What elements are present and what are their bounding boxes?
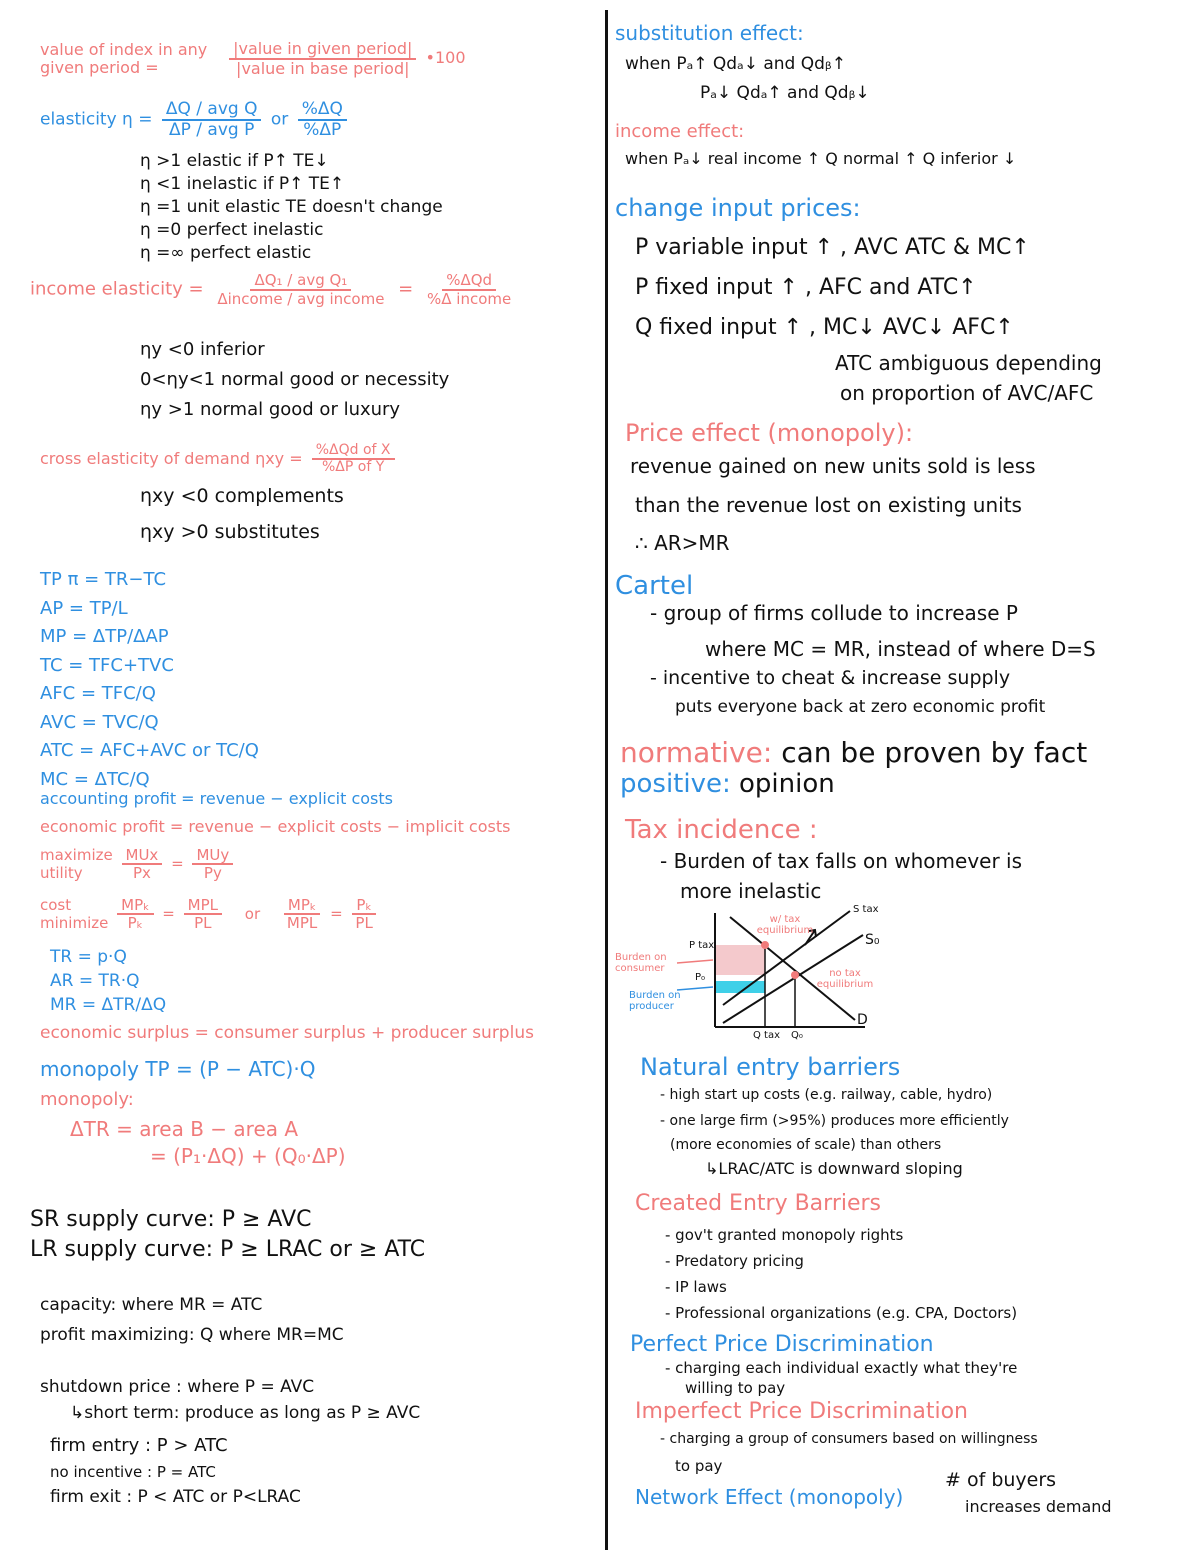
perfect-line-2: willing to pay <box>685 1379 786 1397</box>
imperfect-line-1: - charging a group of consumers based on willingness <box>660 1431 1038 1447</box>
cartel-line-3: - incentive to cheat & increase supply <box>650 667 1011 689</box>
economic-profit: economic profit = revenue − explicit costs − implicit costs <box>40 817 511 836</box>
input-line-4: ATC ambiguous depending <box>835 351 1102 375</box>
index-formula: value of index in any given period = $\frac{\text{|value in given period|}}{\text{|value in base period|}}$ •100 <box>40 39 466 78</box>
economic-surplus: economic surplus = consumer surplus + producer surplus <box>40 1023 534 1043</box>
created-barriers-title: Created Entry Barriers <box>635 1191 882 1216</box>
input-prices-title: change input prices: <box>615 194 861 222</box>
burden-producer-label: Burden on producer <box>629 990 681 1012</box>
input-line-5: on proportion of AVC/AFC <box>840 381 1094 405</box>
perfect-price-discrimination-title: Perfect Price Discrimination <box>630 1332 934 1357</box>
no-tax-equilibrium-point <box>791 971 799 979</box>
producer-burden-pointer <box>677 987 713 990</box>
tax-incidence-graph <box>615 905 895 1055</box>
delta-tr-expansion: = (P₁·ΔQ) + (Q₀·ΔP) <box>150 1144 346 1168</box>
lr-supply-curve: LR supply curve: P ≥ LRAC or ≥ ATC <box>30 1237 426 1262</box>
column-divider <box>605 10 608 1550</box>
price-effect-line-2: than the revenue lost on existing units <box>635 493 1022 517</box>
natural-line-2: - one large firm (>95%) produces more efficiently <box>660 1113 1009 1129</box>
firm-entry: firm entry : P > ATC <box>50 1435 228 1456</box>
substitution-line-2: Pₐ↓ Qdₐ↑ and Qdᵦ↓ <box>700 83 870 103</box>
delta-tr: ΔTR = area B − area A <box>70 1117 299 1141</box>
with-tax-equilibrium-label: w/ tax equilibrium <box>756 914 814 936</box>
created-barriers-list: - gov't granted monopoly rights - Predatory pricing - IP laws - Professional organizations (e.g. CPA, Doctors) <box>665 1226 1018 1322</box>
cartel-line-2: where MC = MR, instead of where D=S <box>705 637 1096 661</box>
tax-equilibrium-point <box>761 941 769 949</box>
cross-elasticity-rules: ηxy <0 complements ηxy >0 substitutes <box>140 485 344 543</box>
consumer-burden-area <box>715 945 765 975</box>
income-effect-title: income effect: <box>615 121 745 142</box>
natural-line-4: ↳LRAC/ATC is downward sloping <box>705 1159 963 1178</box>
cartel-line-4: puts everyone back at zero economic profit <box>675 697 1046 717</box>
firm-exit: firm exit : P < ATC or P<LRAC <box>50 1487 301 1507</box>
cost-formulas: TP π = TR−TC AP = TP/L MP = ΔTP/ΔAP TC = TFC+TVC AFC = TFC/Q AVC = TVC/Q ATC = AFC+AVC or TC/Q MC = ΔTC/Q <box>40 569 259 790</box>
tax-incidence-title: Tax incidence : <box>625 815 818 845</box>
natural-line-3: (more economies of scale) than others <box>670 1137 942 1153</box>
input-line-1: P variable input ↑ , AVC ATC & MC↑ <box>635 235 1030 260</box>
revenue-formulas: TR = p·Q AR = TR·Q MR = ΔTR/ΔQ <box>50 947 167 1015</box>
utility-maximization: maximize utility $\frac{\text{MUx}}{Px}$ = $\frac{\text{MUy}}{Py}$ <box>40 846 237 882</box>
tax-line-1: - Burden of tax falls on whomever is <box>660 849 1023 873</box>
p0-label: P₀ <box>695 972 706 983</box>
cross-elasticity-formula: cross elasticity of demand ηxy = $\frac{\text{\%ΔQd of X}}{\text{\%ΔP of Y}}$ <box>40 443 399 476</box>
monopoly-label: monopoly: <box>40 1089 134 1110</box>
price-effect-line-1: revenue gained on new units sold is less <box>630 454 1036 478</box>
elasticity-formula: elasticity η = $\frac{\text{ΔQ / avg Q}}{\text{ΔP / avg P}}$ or $\frac{\%\Delta Q}{\%\Delta P}$ <box>40 100 351 139</box>
sr-supply-curve: SR supply curve: P ≥ AVC <box>30 1207 312 1232</box>
price-effect-line-3: ∴ AR>MR <box>635 531 730 555</box>
demand-label: D <box>857 1012 868 1028</box>
input-line-3: Q fixed input ↑ , MC↓ AVC↓ AFC↑ <box>635 315 1014 340</box>
q-tax-label: Q tax <box>753 1030 781 1041</box>
tax-line-2: more inelastic <box>680 879 822 903</box>
imperfect-line-2: to pay <box>675 1457 723 1475</box>
shutdown-price: shutdown price : where P = AVC <box>40 1377 315 1397</box>
network-effect-title: Network Effect (monopoly) <box>635 1485 904 1509</box>
no-tax-equilibrium-label: no tax equilibrium <box>816 968 874 990</box>
accounting-profit: accounting profit = revenue − explicit costs <box>40 789 393 808</box>
positive-line: positive: opinion <box>620 769 835 799</box>
cartel-title: Cartel <box>615 571 694 601</box>
consumer-burden-pointer <box>677 960 713 963</box>
income-effect-line: when Pₐ↓ real income ↑ Q normal ↑ Q inferior ↓ <box>625 149 1017 168</box>
network-effect-text-1: # of buyers <box>945 1469 1057 1491</box>
profit-maximizing: profit maximizing: Q where MR=MC <box>40 1325 344 1345</box>
capacity: capacity: where MR = ATC <box>40 1295 263 1315</box>
no-incentive: no incentive : P = ATC <box>50 1463 216 1481</box>
substitution-line-1: when Pₐ↑ Qdₐ↓ and Qdᵦ↑ <box>625 54 846 74</box>
income-elasticity-formula: income elasticity = $\frac{\text{ΔQ₁ / avg Q₁}}{\text{Δincome / avg income}}$ = $\frac{\text{\%ΔQd}}{\text{\%Δ income}}$ <box>30 271 512 308</box>
cartel-line-1: - group of firms collude to increase P <box>650 601 1018 625</box>
network-effect-text-2: increases demand <box>965 1497 1112 1516</box>
natural-barriers-title: Natural entry barriers <box>640 1053 901 1081</box>
p-tax-label: P tax <box>689 940 715 951</box>
cost-minimization: cost minimize $\frac{\text{MPₖ}}{\text{Pₖ}}$ = $\frac{\text{MPL}}{PL}$ or $\frac{\text{MPₖ}}{\text{MPL}}$ = $\frac{\text{Pₖ}}{PL}$ <box>40 896 381 932</box>
normative-line: normative: can be proven by fact <box>620 736 1088 769</box>
price-effect-title: Price effect (monopoly): <box>625 419 914 447</box>
short-term-rule: ↳short term: produce as long as P ≥ AVC <box>70 1403 421 1423</box>
input-line-2: P fixed input ↑ , AFC and ATC↑ <box>635 275 977 300</box>
perfect-line-1: - charging each individual exactly what they're <box>665 1359 1018 1377</box>
substitution-effect-title: substitution effect: <box>615 21 804 45</box>
s-tax-label: S tax <box>853 904 879 915</box>
monopoly-tp: monopoly TP = (P − ATC)·Q <box>40 1057 316 1081</box>
elasticity-rules: η >1 elastic if P↑ TE↓ η <1 inelastic if P↑ TE↑ η =1 unit elastic TE doesn't change η =0 perfect inelastic η =∞ perfect elastic <box>140 151 443 263</box>
natural-line-1: - high start up costs (e.g. railway, cable, hydro) <box>660 1087 993 1103</box>
income-elasticity-rules: ηy <0 inferior 0<ηy<1 normal good or necessity ηy >1 normal good or luxury <box>140 339 450 420</box>
q0-label: Q₀ <box>791 1030 803 1041</box>
s0-label: S₀ <box>865 932 880 948</box>
burden-consumer-label: Burden on consumer <box>615 952 667 974</box>
imperfect-price-discrimination-title: Imperfect Price Discrimination <box>635 1399 968 1424</box>
